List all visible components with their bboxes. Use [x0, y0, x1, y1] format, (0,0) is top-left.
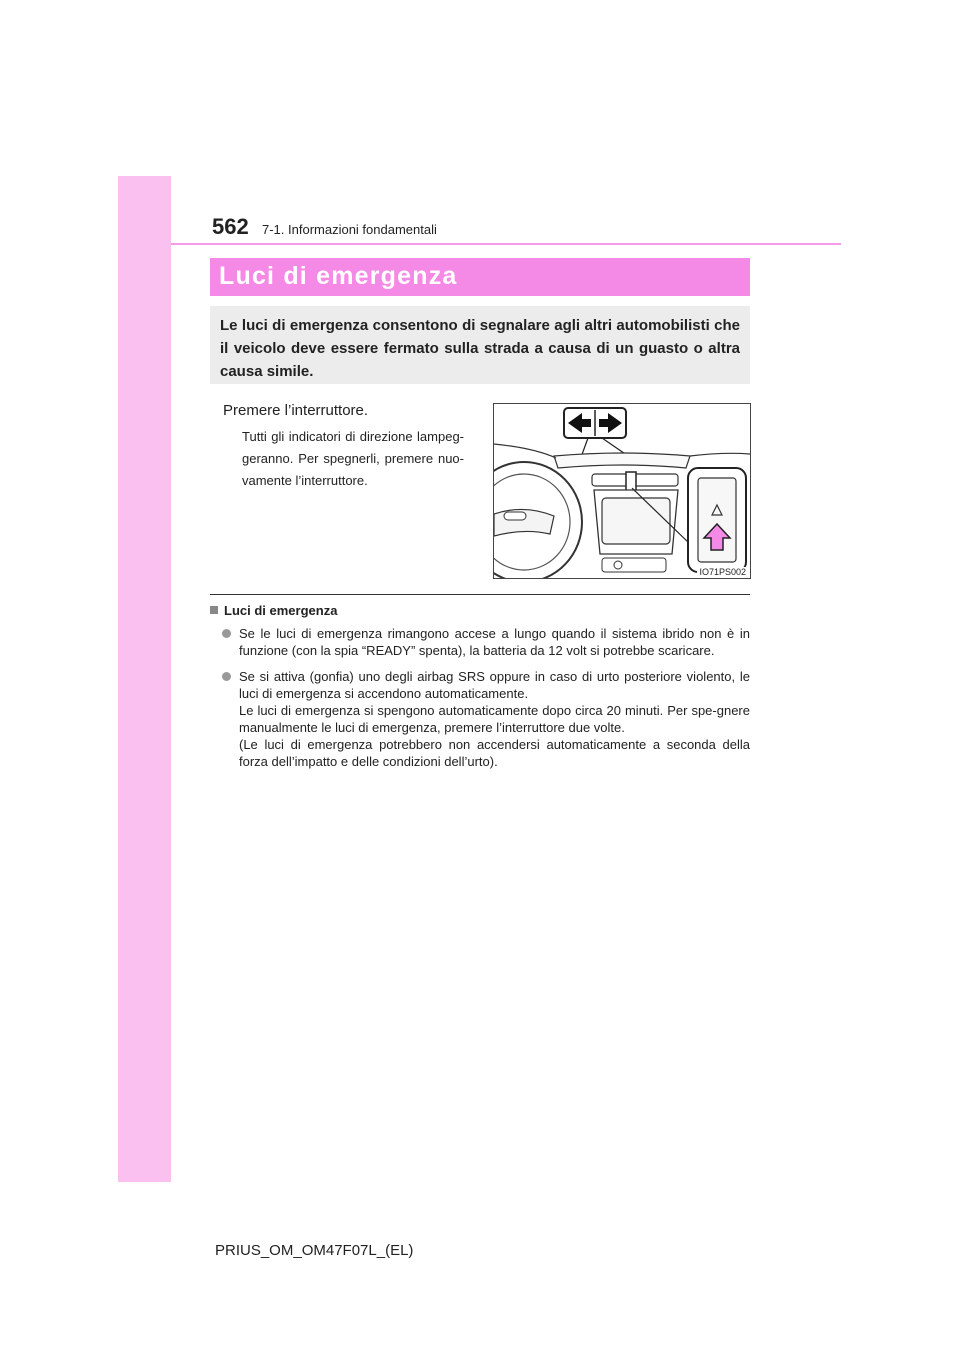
step-instruction: Premere l’interruttore. — [223, 402, 369, 419]
chapter-heading: 7-1. Informazioni fondamentali — [262, 222, 437, 237]
note-item: Se si attiva (gonfia) uno degli airbag SRS oppure in caso di urto posteriore violento, le luci di emergenza si accendono automaticamente. Le luci di emergenza si spengono automaticamente dopo circa 20 minuti. Per spe-gnere manualmente le luci di emergenza, premere l’interruttore due volte. (Le luci di emergenza potrebbero non accendersi automaticamente a seconda della forza dell’impatto e delle condizioni dell’urto). — [222, 668, 750, 770]
figure-code: IO71PS002 — [699, 567, 746, 577]
notes-heading: Luci di emergenza — [210, 603, 337, 618]
section-rule — [210, 594, 750, 595]
section-title: Luci di emergenza — [219, 262, 458, 290]
bullet-icon — [222, 629, 231, 638]
dashboard-illustration — [494, 404, 750, 578]
display-screen — [602, 498, 670, 544]
intro-box — [210, 306, 750, 384]
header-rule — [171, 243, 841, 245]
square-bullet-icon — [210, 606, 218, 614]
section-title-bar — [210, 258, 750, 296]
document-code: PRIUS_OM_OM47F07L_(EL) — [215, 1242, 414, 1259]
page-number: 562 — [212, 214, 249, 239]
bullet-icon — [222, 672, 231, 681]
hazard-switch-figure — [493, 403, 751, 579]
intro-text: Le luci di emergenza consentono di segnalare agli altri automobilisti che il veicolo deve essere fermato sulla strada a causa di un guasto o altra causa simile. — [220, 317, 740, 380]
step-description: Tutti gli indicatori di direzione lampeg-geranno. Per spegnerli, premere nuo-vamente l’interruttore. — [242, 429, 464, 488]
note-item: Se le luci di emergenza rimangono accese a lungo quando il sistema ibrido non è in funzione (con la spia “READY” spenta), la batteria da 12 volt si potrebbe scaricare. — [222, 625, 750, 659]
side-color-band — [118, 176, 171, 1182]
